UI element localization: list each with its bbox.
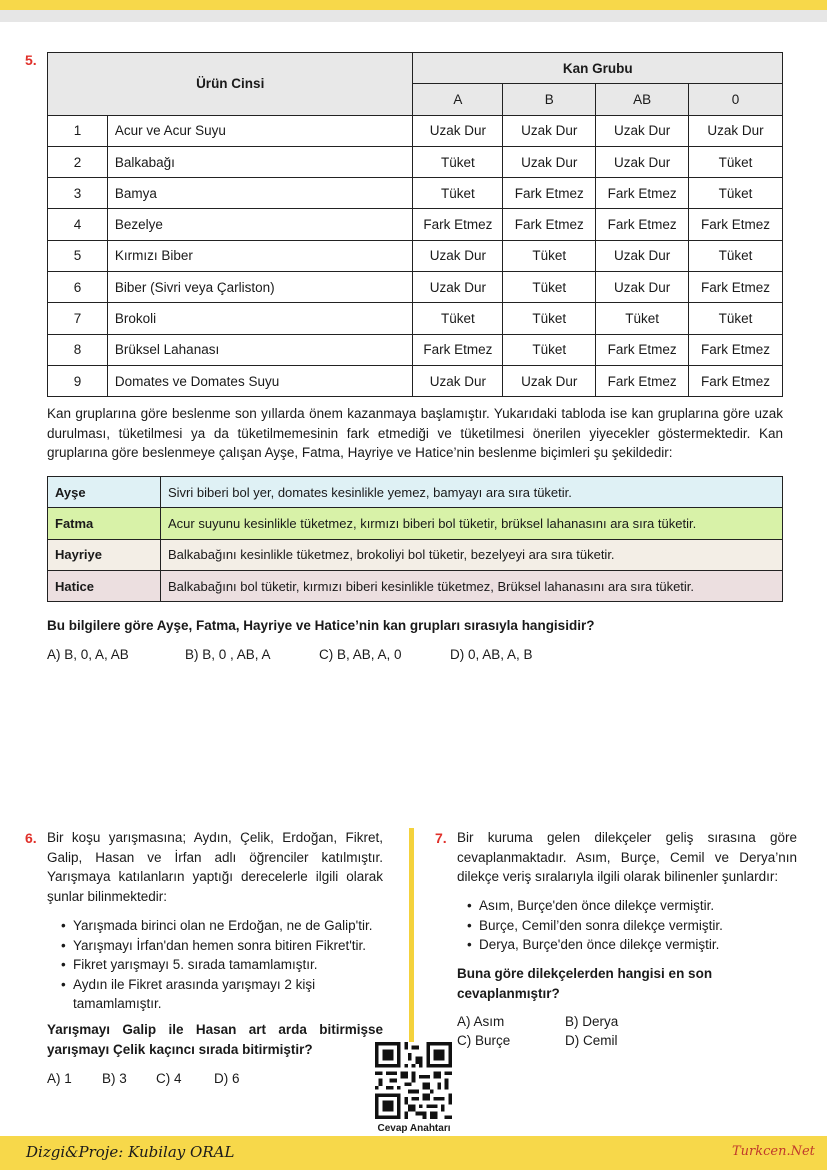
person-name: Fatma: [48, 508, 161, 539]
table-cell: Fark Etmez: [596, 365, 689, 396]
person-row: [48, 477, 783, 508]
question-6-facts: [57, 916, 383, 1014]
column-divider: [409, 828, 414, 1044]
table-row: [48, 303, 783, 334]
qr-code-icon[interactable]: [375, 1042, 452, 1119]
table-row: [48, 115, 783, 146]
question-5-prompt: Bu bilgilere göre Ayşe, Fatma, Hayriye ve Hatice’nin kan grupları sırasıyla hangisidir?: [47, 618, 595, 633]
table-cell: Fark Etmez: [503, 209, 596, 240]
table-cell: Fark Etmez: [689, 272, 783, 303]
list-item: • Aydın ile Fikret arasında yarışmayı 2 kişi tamamlamıştır.: [57, 975, 383, 1014]
intro-paragraph: Kan gruplarına göre beslenme son yıllarda önem kazanmaya başlamıştır. Yukarıdaki tabloda ise kan gruplarına göre uzak durulması, tüketilmesi ya da tüketilmemesinin fark etmediği ve tüketilmesi önerilen yiyecekler göstermektedir. Kan gruplarına göre beslenmeye çalışan Ayşe, Fatma, Hayriye ve Hatice’nin beslenme biçimleri şu şekildedir:: [47, 406, 783, 460]
table-cell: Uzak Dur: [689, 115, 783, 146]
q5-option-d[interactable]: D) 0, AB, A, B: [450, 647, 533, 662]
table-cell: Tüket: [413, 146, 503, 177]
table-cell: Tüket: [689, 240, 783, 271]
person-diet: Acur suyunu kesinlikle tüketmez, kırmızı biberi bol tüketir, brüksel lahanasını ara sıra tüketir.: [161, 508, 783, 539]
product-name: Bamya: [107, 178, 413, 209]
product-name: Biber (Sivri veya Çarliston): [107, 272, 413, 303]
table-row: [48, 365, 783, 396]
question-6-number: 6.: [25, 830, 37, 846]
question-5-number: 5.: [25, 52, 37, 68]
table-cell: Tüket: [413, 303, 503, 334]
table-cell: Fark Etmez: [689, 209, 783, 240]
table-row: [48, 240, 783, 271]
row-number: 5: [48, 240, 108, 271]
person-diet: Balkabağını kesinlikle tüketmez, brokoliyi bol tüketir, bezelyeyi ara sıra tüketir.: [161, 539, 783, 570]
table-cell: Uzak Dur: [413, 365, 503, 396]
product-name: Brokoli: [107, 303, 413, 334]
table-cell: Fark Etmez: [503, 178, 596, 209]
table-cell: Tüket: [596, 303, 689, 334]
question-7-number: 7.: [435, 830, 447, 846]
table-cell: Tüket: [503, 272, 596, 303]
table-cell: Uzak Dur: [503, 115, 596, 146]
q6-option-d[interactable]: D) 6: [214, 1071, 240, 1086]
product-name: Domates ve Domates Suyu: [107, 365, 413, 396]
person-name: Hayriye: [48, 539, 161, 570]
table-cell: Uzak Dur: [413, 115, 503, 146]
table-row: [48, 272, 783, 303]
product-name: Kırmızı Biber: [107, 240, 413, 271]
people-table: [47, 476, 783, 602]
footer-credit: Dizgi&Proje: Kubilay ORAL: [26, 1143, 235, 1161]
list-item: • Derya, Burçe'den önce dilekçe vermiştir.: [463, 935, 797, 955]
table-cell: Fark Etmez: [689, 334, 783, 365]
table-cell: Uzak Dur: [596, 115, 689, 146]
product-name: Bezelye: [107, 209, 413, 240]
q6-option-b[interactable]: B) 3: [102, 1071, 127, 1086]
list-item: • Fikret yarışmayı 5. sırada tamamlamıştır.: [57, 955, 383, 975]
question-6-prompt: Yarışmayı Galip ile Hasan art arda bitirmişse yarışmayı Çelik kaçıncı sırada bitirmiştir?: [47, 1022, 383, 1057]
table-cell: Tüket: [689, 178, 783, 209]
table-cell: Tüket: [689, 146, 783, 177]
q5-option-b[interactable]: B) B, 0 , AB, A: [185, 647, 271, 662]
product-header: Ürün Cinsi: [48, 53, 413, 116]
table-cell: Uzak Dur: [596, 272, 689, 303]
product-name: Brüksel Lahanası: [107, 334, 413, 365]
table-cell: Fark Etmez: [689, 365, 783, 396]
table-row: [48, 146, 783, 177]
q7-option-a[interactable]: A) Asım: [457, 1014, 505, 1029]
footer-logo: Turkcen.Net: [732, 1144, 815, 1159]
top-grey-bar: [0, 10, 827, 22]
qr-code-label: Cevap Anahtarı: [377, 1123, 451, 1134]
table-cell: Uzak Dur: [596, 146, 689, 177]
q7-option-c[interactable]: C) Burçe: [457, 1033, 511, 1048]
person-row: [48, 539, 783, 570]
table-cell: Uzak Dur: [503, 146, 596, 177]
question-7-facts: [463, 896, 797, 955]
row-number: 8: [48, 334, 108, 365]
row-number: 6: [48, 272, 108, 303]
blood-group-header: Kan Grubu: [413, 53, 783, 84]
table-cell: Uzak Dur: [413, 272, 503, 303]
q7-option-d[interactable]: D) Cemil: [565, 1033, 618, 1048]
person-name: Ayşe: [48, 477, 161, 508]
table-cell: Fark Etmez: [596, 209, 689, 240]
q7-option-b[interactable]: B) Derya: [565, 1014, 619, 1029]
top-accent-bar: [0, 0, 827, 10]
row-number: 2: [48, 146, 108, 177]
person-diet: Balkabağını bol tüketir, kırmızı biberi kesinlikle tüketmez, Brüksel lahanasını ara sıra tüketir.: [161, 570, 783, 601]
q6-option-a[interactable]: A) 1: [47, 1071, 72, 1086]
table-cell: Tüket: [503, 334, 596, 365]
group-header-b: B: [503, 84, 596, 115]
q6-option-c[interactable]: C) 4: [156, 1071, 182, 1086]
question-7-prompt: Buna göre dilekçelerden hangisi en son cevaplanmıştır?: [457, 966, 713, 1001]
person-row: [48, 570, 783, 601]
table-cell: Uzak Dur: [596, 240, 689, 271]
question-7-intro: Bir kuruma gelen dilekçeler geliş sırasına göre cevaplanmaktadır. Asım, Burçe, Cemil ve Derya’nın dilekçe veriş sıralarıyla ilgili olarak bilinenler şunlardır:: [457, 830, 797, 884]
row-number: 9: [48, 365, 108, 396]
row-number: 7: [48, 303, 108, 334]
row-number: 1: [48, 115, 108, 146]
list-item: • Asım, Burçe'den önce dilekçe vermiştir.: [463, 896, 797, 916]
table-cell: Fark Etmez: [596, 334, 689, 365]
table-cell: Tüket: [413, 178, 503, 209]
list-item: • Yarışmayı İrfan'dan hemen sonra bitiren Fikret'tir.: [57, 936, 383, 956]
person-diet: Sivri biberi bol yer, domates kesinlikle yemez, bamyayı ara sıra tüketir.: [161, 477, 783, 508]
blood-group-table: [47, 52, 783, 397]
q5-option-c[interactable]: C) B, AB, A, 0: [319, 647, 402, 662]
table-cell: Fark Etmez: [413, 209, 503, 240]
product-name: Balkabağı: [107, 146, 413, 177]
group-header-0: 0: [689, 84, 783, 115]
table-row: [48, 209, 783, 240]
table-cell: Fark Etmez: [596, 178, 689, 209]
q5-option-a[interactable]: A) B, 0, A, AB: [47, 647, 129, 662]
list-item: • Yarışmada birinci olan ne Erdoğan, ne de Galip'tir.: [57, 916, 383, 936]
table-cell: Tüket: [503, 303, 596, 334]
row-number: 3: [48, 178, 108, 209]
table-cell: Uzak Dur: [503, 365, 596, 396]
table-cell: Tüket: [689, 303, 783, 334]
list-item: • Burçe, Cemil’den sonra dilekçe vermiştir.: [463, 916, 797, 936]
row-number: 4: [48, 209, 108, 240]
table-row: [48, 178, 783, 209]
table-cell: Tüket: [503, 240, 596, 271]
question-6-intro: Bir koşu yarışmasına; Aydın, Çelik, Erdoğan, Fikret, Galip, Hasan ve İrfan adlı öğrenciler katılmıştır. Yarışmaya katılanların yaptığı derecelerle ilgili olarak şunlar bilinmektedir:: [47, 830, 383, 904]
table-cell: Fark Etmez: [413, 334, 503, 365]
table-cell: Uzak Dur: [413, 240, 503, 271]
group-header-ab: AB: [596, 84, 689, 115]
table-row: [48, 334, 783, 365]
product-name: Acur ve Acur Suyu: [107, 115, 413, 146]
person-name: Hatice: [48, 570, 161, 601]
group-header-a: A: [413, 84, 503, 115]
person-row: [48, 508, 783, 539]
